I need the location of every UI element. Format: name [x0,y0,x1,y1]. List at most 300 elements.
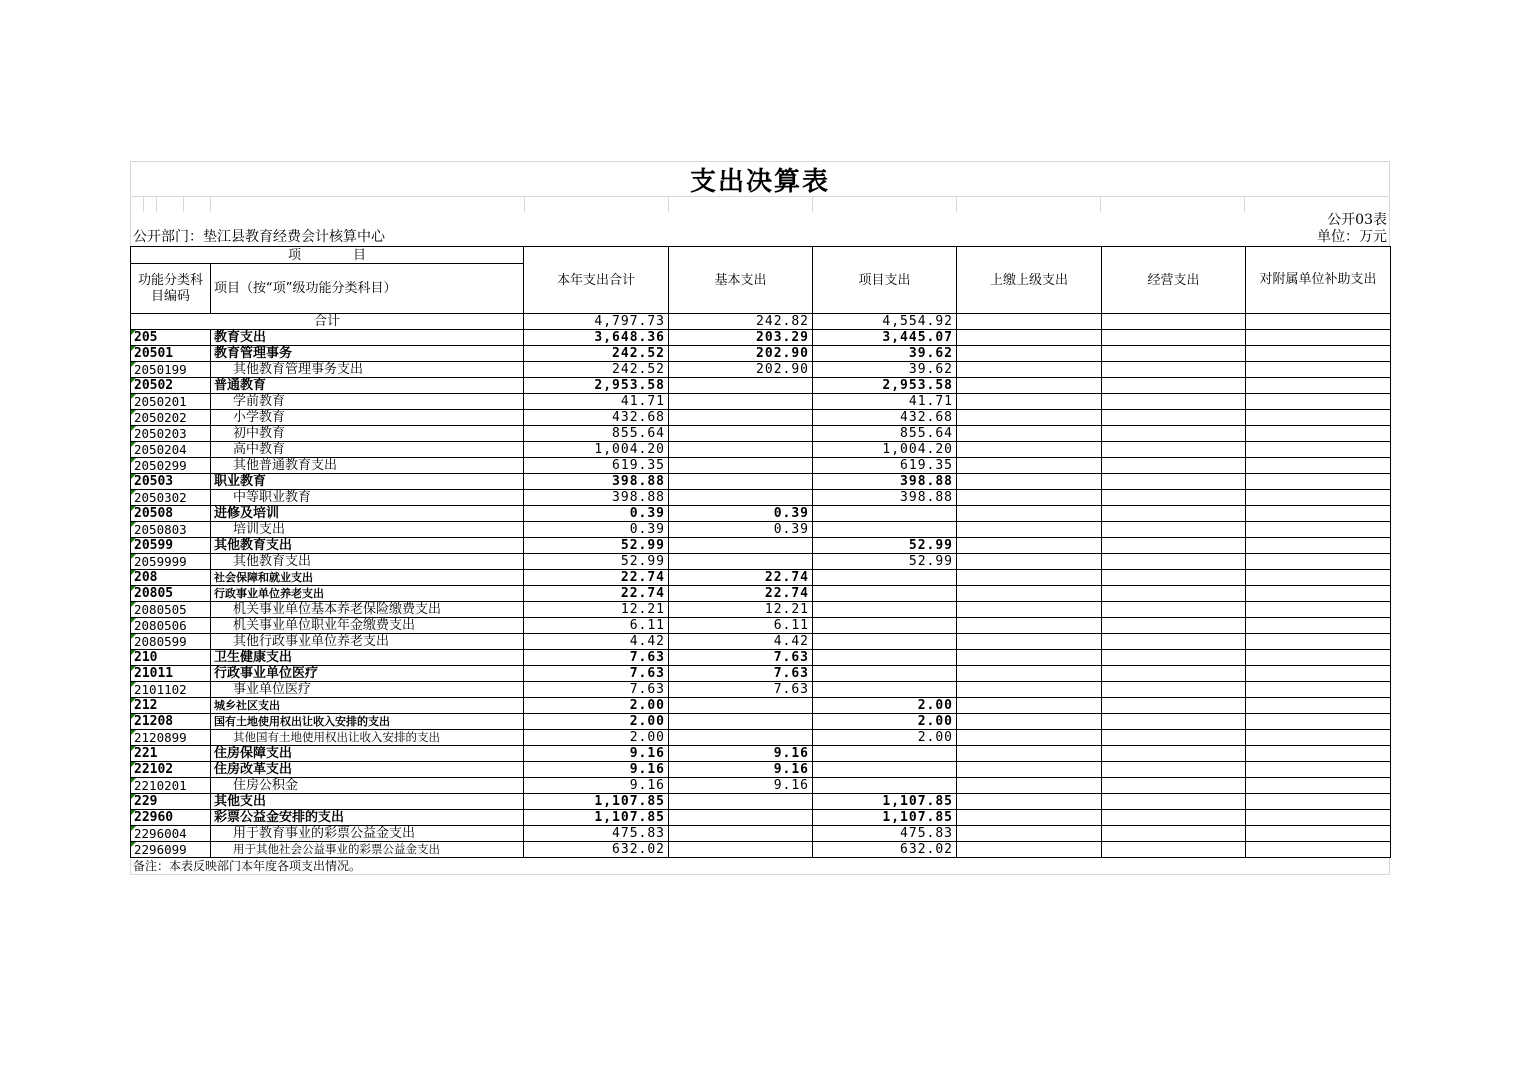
upper-cell [957,810,1102,826]
project-cell: 475.83 [813,826,957,842]
business-cell [1102,506,1246,522]
basic-cell [669,442,813,458]
code-cell: 2080599 [131,634,211,650]
code-cell: 2050299 [131,458,211,474]
basic-cell [669,538,813,554]
total-cell: 0.39 [524,522,669,538]
business-cell [1102,634,1246,650]
project-cell [813,506,957,522]
basic-cell: 0.39 [669,506,813,522]
basic-cell [669,842,813,858]
business-cell [1102,570,1246,586]
business-cell [1102,714,1246,730]
upper-cell [957,794,1102,810]
table-row [131,794,1391,810]
page-title: 支出决算表 [689,166,830,197]
name-cell: 其他国有土地使用权出让收入安排的支出 [211,730,524,746]
basic-cell [669,410,813,426]
upper-cell [957,554,1102,570]
code-cell: 20503 [131,474,211,490]
upper-cell [957,362,1102,378]
total-cell: 22.74 [524,586,669,602]
project-cell: 398.88 [813,474,957,490]
subsidy-cell [1246,474,1391,490]
name-cell: 国有土地使用权出让收入安排的支出 [211,714,524,730]
header-name: 项目（按“项”级功能分类科目） [211,264,524,314]
upper-cell [957,538,1102,554]
upper-cell [957,490,1102,506]
business-cell [1102,490,1246,506]
project-cell [813,762,957,778]
project-cell [813,618,957,634]
basic-cell [669,474,813,490]
basic-cell: 6.11 [669,618,813,634]
subsidy-cell [1246,602,1391,618]
total-cell: 7.63 [524,682,669,698]
code-cell: 208 [131,570,211,586]
name-cell: 小学教育 [211,410,524,426]
basic-cell: 7.63 [669,666,813,682]
project-cell: 632.02 [813,842,957,858]
subsidy-cell [1246,570,1391,586]
table-row [131,730,1391,746]
subsidy-cell [1246,378,1391,394]
name-cell: 彩票公益金安排的支出 [211,810,524,826]
subsidy-cell [1246,810,1391,826]
upper-cell [957,474,1102,490]
code-cell: 2296004 [131,826,211,842]
subsidy-cell [1246,586,1391,602]
name-cell: 机关事业单位基本养老保险缴费支出 [211,602,524,618]
basic-cell: 202.90 [669,346,813,362]
name-cell: 教育支出 [211,330,524,346]
code-cell: 229 [131,794,211,810]
upper-cell [957,650,1102,666]
code-cell: 2210201 [131,778,211,794]
subsidy-cell [1246,698,1391,714]
code-cell: 22102 [131,762,211,778]
subsidy-cell [1246,362,1391,378]
subsidy-cell [1246,426,1391,442]
name-cell: 事业单位医疗 [211,682,524,698]
header-subsidy: 对附属单位补助支出 [1246,247,1391,314]
title-row [130,161,1390,196]
table-row [131,490,1391,506]
total-cell: 619.35 [524,458,669,474]
subsidy-cell [1246,346,1391,362]
subsidy-cell [1246,634,1391,650]
upper-cell [957,458,1102,474]
upper-cell [957,346,1102,362]
department-label: 公开部门：垫江县教育经费会计核算中心 [133,229,385,245]
name-cell: 住房保障支出 [211,746,524,762]
code-cell: 21208 [131,714,211,730]
upper-cell [957,394,1102,410]
project-cell [813,666,957,682]
name-cell: 普通教育 [211,378,524,394]
code-cell: 2080505 [131,602,211,618]
subsidy-cell [1246,554,1391,570]
expenditure-table [130,246,1391,858]
project-cell: 41.71 [813,394,957,410]
basic-cell: 22.74 [669,586,813,602]
total-cell: 9.16 [524,762,669,778]
business-cell [1102,666,1246,682]
basic-cell: 202.90 [669,362,813,378]
upper-cell [957,410,1102,426]
table-row [131,650,1391,666]
table-row [131,810,1391,826]
total-cell: 6.11 [524,618,669,634]
subsidy-cell [1246,794,1391,810]
subsidy-cell [1246,490,1391,506]
basic-cell [669,730,813,746]
name-cell: 职业教育 [211,474,524,490]
basic-cell [669,394,813,410]
total-label: 合计 [131,314,524,330]
total-cell: 242.52 [524,346,669,362]
project-cell [813,602,957,618]
table-row [131,762,1391,778]
subsidy-cell [1246,538,1391,554]
upper-cell [957,826,1102,842]
subsidy-cell [1246,714,1391,730]
total-upper-cell [957,314,1102,330]
upper-cell [957,762,1102,778]
total-cell: 2.00 [524,698,669,714]
upper-cell [957,714,1102,730]
project-cell: 52.99 [813,554,957,570]
business-cell [1102,522,1246,538]
subsidy-cell [1246,682,1391,698]
name-cell: 其他行政事业单位养老支出 [211,634,524,650]
total-cell: 22.74 [524,570,669,586]
table-row [131,586,1391,602]
total-row [131,314,1391,330]
code-cell: 21011 [131,666,211,682]
subsidy-cell [1246,762,1391,778]
table-row [131,410,1391,426]
name-cell: 住房公积金 [211,778,524,794]
total-cell: 398.88 [524,490,669,506]
upper-cell [957,666,1102,682]
table-row [131,698,1391,714]
code-cell: 2059999 [131,554,211,570]
total-cell: 475.83 [524,826,669,842]
code-cell: 221 [131,746,211,762]
table-row [131,442,1391,458]
project-cell: 2.00 [813,714,957,730]
code-cell: 20508 [131,506,211,522]
code-cell: 2050204 [131,442,211,458]
table-row [131,778,1391,794]
project-cell [813,570,957,586]
code-cell: 20805 [131,586,211,602]
basic-cell [669,826,813,842]
name-cell: 卫生健康支出 [211,650,524,666]
name-cell: 社会保障和就业支出 [211,570,524,586]
table-row [131,682,1391,698]
business-cell [1102,842,1246,858]
upper-cell [957,618,1102,634]
business-cell [1102,330,1246,346]
name-cell: 中等职业教育 [211,490,524,506]
name-cell: 住房改革支出 [211,762,524,778]
total-project-cell: 4,554.92 [813,314,957,330]
basic-cell [669,794,813,810]
name-cell: 培训支出 [211,522,524,538]
project-cell [813,522,957,538]
table-row [131,746,1391,762]
basic-cell [669,810,813,826]
total-cell: 1,107.85 [524,810,669,826]
code-cell: 212 [131,698,211,714]
upper-cell [957,522,1102,538]
code-cell: 20502 [131,378,211,394]
upper-cell [957,602,1102,618]
upper-cell [957,330,1102,346]
header-total: 本年支出合计 [524,247,669,314]
total-cell: 9.16 [524,778,669,794]
upper-cell [957,378,1102,394]
header-item: 项 目 [131,247,524,264]
table-row [131,842,1391,858]
basic-cell [669,490,813,506]
total-cell: 12.21 [524,602,669,618]
upper-cell [957,730,1102,746]
business-cell [1102,682,1246,698]
code-cell: 2050202 [131,410,211,426]
project-cell: 398.88 [813,490,957,506]
total-cell: 52.99 [524,538,669,554]
table-row [131,618,1391,634]
project-cell: 432.68 [813,410,957,426]
table-row [131,426,1391,442]
table-body [131,314,1391,858]
name-cell: 其他普通教育支出 [211,458,524,474]
table-row [131,330,1391,346]
total-cell: 1,004.20 [524,442,669,458]
name-cell: 其他支出 [211,794,524,810]
subsidy-cell [1246,666,1391,682]
total-cell: 2.00 [524,714,669,730]
total-cell: 3,648.36 [524,330,669,346]
total-cell: 432.68 [524,410,669,426]
business-cell [1102,602,1246,618]
business-cell [1102,778,1246,794]
project-cell: 2,953.58 [813,378,957,394]
project-cell [813,634,957,650]
name-cell: 高中教育 [211,442,524,458]
name-cell: 行政事业单位养老支出 [211,586,524,602]
header-project: 项目支出 [813,247,957,314]
table-row [131,602,1391,618]
code-cell: 2080506 [131,618,211,634]
code-cell: 2050803 [131,522,211,538]
name-cell: 用于教育事业的彩票公益金支出 [211,826,524,842]
business-cell [1102,698,1246,714]
table-row [131,362,1391,378]
name-cell: 初中教育 [211,426,524,442]
project-cell [813,746,957,762]
code-cell: 2050302 [131,490,211,506]
basic-cell [669,554,813,570]
business-cell [1102,618,1246,634]
business-cell [1102,538,1246,554]
project-cell: 39.62 [813,362,957,378]
name-cell: 其他教育支出 [211,554,524,570]
upper-cell [957,698,1102,714]
header-business: 经营支出 [1102,247,1246,314]
name-cell: 机关事业单位职业年金缴费支出 [211,618,524,634]
table-row [131,666,1391,682]
code-cell: 2050203 [131,426,211,442]
subsidy-cell [1246,442,1391,458]
table-row [131,714,1391,730]
table-row [131,634,1391,650]
expenditure-sheet [130,161,1390,875]
subsidy-cell [1246,410,1391,426]
total-subsidy-cell [1246,314,1391,330]
table-row [131,554,1391,570]
business-cell [1102,442,1246,458]
business-cell [1102,362,1246,378]
table-row [131,378,1391,394]
business-cell [1102,810,1246,826]
business-cell [1102,730,1246,746]
blank-grid-row [130,196,1390,212]
code-cell: 22960 [131,810,211,826]
upper-cell [957,586,1102,602]
business-cell [1102,650,1246,666]
upper-cell [957,442,1102,458]
header-code: 功能分类科目编码 [131,264,211,314]
total-cell: 0.39 [524,506,669,522]
project-cell: 619.35 [813,458,957,474]
basic-cell: 0.39 [669,522,813,538]
subsidy-cell [1246,394,1391,410]
subsidy-cell [1246,746,1391,762]
total-cell: 9.16 [524,746,669,762]
name-cell: 教育管理事务 [211,346,524,362]
header-upper: 上缴上级支出 [957,247,1102,314]
table-row [131,346,1391,362]
business-cell [1102,762,1246,778]
code-cell: 2120899 [131,730,211,746]
total-cell: 52.99 [524,554,669,570]
business-cell [1102,474,1246,490]
basic-cell [669,458,813,474]
business-cell [1102,826,1246,842]
form-number: 公开03表 [1327,212,1387,228]
code-cell: 2050199 [131,362,211,378]
project-cell: 52.99 [813,538,957,554]
code-cell: 20599 [131,538,211,554]
name-cell: 城乡社区支出 [211,698,524,714]
business-cell [1102,586,1246,602]
table-row [131,394,1391,410]
name-cell: 行政事业单位医疗 [211,666,524,682]
business-cell [1102,378,1246,394]
business-cell [1102,458,1246,474]
business-cell [1102,746,1246,762]
table-row [131,570,1391,586]
name-cell: 学前教育 [211,394,524,410]
code-cell: 2050201 [131,394,211,410]
subsidy-cell [1246,842,1391,858]
basic-cell: 9.16 [669,778,813,794]
basic-cell [669,714,813,730]
total-cell: 7.63 [524,666,669,682]
business-cell [1102,794,1246,810]
business-cell [1102,554,1246,570]
upper-cell [957,506,1102,522]
subsidy-cell [1246,522,1391,538]
basic-cell [669,698,813,714]
basic-cell: 7.63 [669,682,813,698]
basic-cell [669,426,813,442]
code-cell: 2296099 [131,842,211,858]
basic-cell: 7.63 [669,650,813,666]
total-cell: 41.71 [524,394,669,410]
project-cell [813,682,957,698]
table-note: 备注：本表反映部门本年度各项支出情况。 [130,858,1390,875]
business-cell [1102,346,1246,362]
upper-cell [957,746,1102,762]
table-row [131,522,1391,538]
total-cell: 2,953.58 [524,378,669,394]
total-basic-cell: 242.82 [669,314,813,330]
total-cell: 4,797.73 [524,314,669,330]
name-cell: 进修及培训 [211,506,524,522]
unit-label: 单位：万元 [1317,229,1387,245]
subsidy-cell [1246,458,1391,474]
project-cell [813,586,957,602]
code-cell: 2101102 [131,682,211,698]
total-cell: 242.52 [524,362,669,378]
basic-cell [669,378,813,394]
basic-cell: 12.21 [669,602,813,618]
total-cell: 4.42 [524,634,669,650]
upper-cell [957,778,1102,794]
total-business-cell [1102,314,1246,330]
name-cell: 其他教育支出 [211,538,524,554]
upper-cell [957,634,1102,650]
total-cell: 398.88 [524,474,669,490]
subsidy-cell [1246,618,1391,634]
subsidy-cell [1246,730,1391,746]
project-cell: 1,004.20 [813,442,957,458]
basic-cell: 9.16 [669,762,813,778]
total-cell: 1,107.85 [524,794,669,810]
subsidy-cell [1246,826,1391,842]
code-cell: 20501 [131,346,211,362]
business-cell [1102,394,1246,410]
basic-cell: 9.16 [669,746,813,762]
department-row [130,229,1390,246]
upper-cell [957,570,1102,586]
project-cell: 2.00 [813,730,957,746]
business-cell [1102,410,1246,426]
subsidy-cell [1246,778,1391,794]
basic-cell: 22.74 [669,570,813,586]
project-cell: 1,107.85 [813,794,957,810]
business-cell [1102,426,1246,442]
table-row [131,474,1391,490]
upper-cell [957,426,1102,442]
basic-cell: 4.42 [669,634,813,650]
table-row [131,458,1391,474]
